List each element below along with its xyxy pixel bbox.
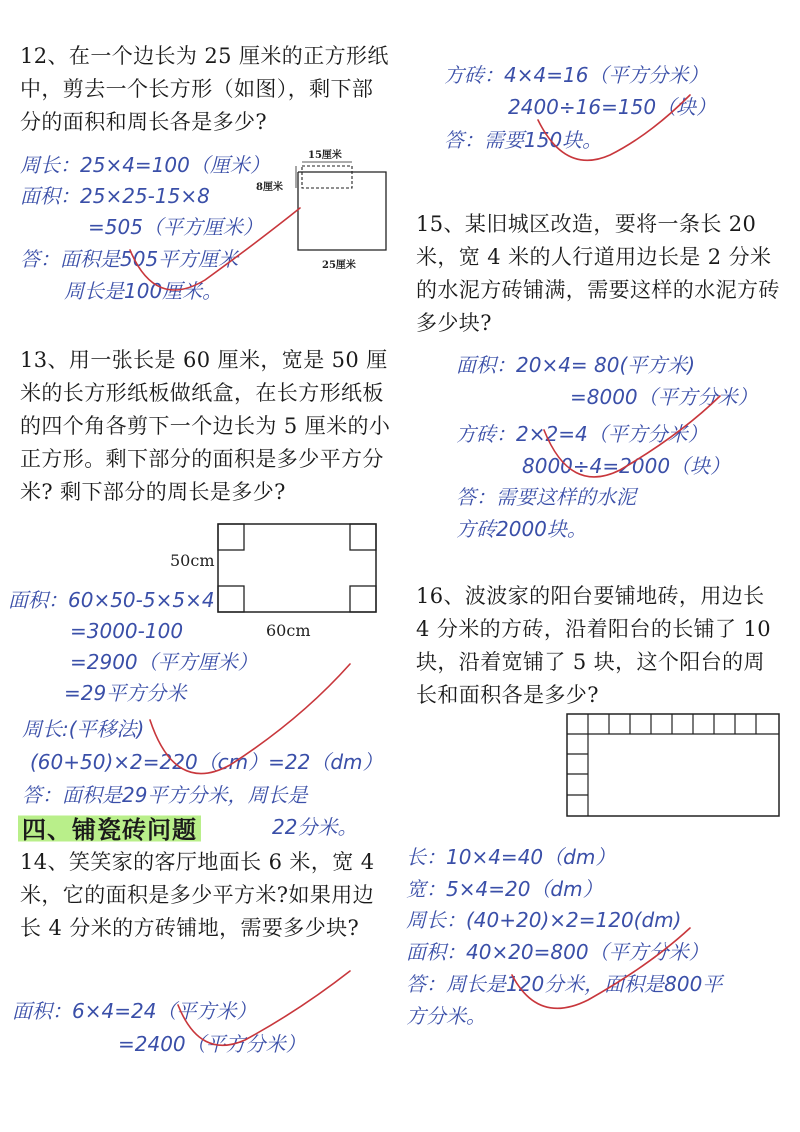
q16-answer-5: 答：周长是120分米，面积是800平 [406,972,723,996]
q16-answer-2: 宽：5×4=20（dm） [406,877,603,901]
q13-answer-3: =2900（平方厘米） [70,650,258,674]
q15-answer-3: 方砖：2×2=4（平方分米） [456,422,708,446]
q12-answer-3: =505（平方厘米） [88,215,263,239]
q15-answer-1: 面积：20×4= 80(平方米) [456,353,696,377]
q15-answer-2: =8000（平方分米） [570,385,758,409]
q13-answer-4: =29平方分米 [64,681,187,705]
q12-answer-5: 周长是100厘米。 [64,279,223,303]
q15-answer-5: 答：需要这样的水泥 [456,485,636,509]
q13-fig-bottom-label: 60cm [266,621,311,640]
q13-answer-8: 22分米。 [272,815,358,839]
q12-fig-top-label: 15厘米 [308,150,342,161]
q14-answer-5: 答：需要150块。 [444,128,603,152]
q12-fig-bottom-label: 25厘米 [322,260,356,271]
q14-check-mark-2 [520,90,700,180]
q13-check-mark [140,660,360,800]
q15-check-mark [530,390,730,500]
q14-answer-4: 2400÷16=150（块） [508,95,717,119]
q15-text: 15、某旧城区改造，要将一条长 20 米，宽 4 米的人行道用边长是 2 分米的水泥方砖铺满，需要这样的水泥方砖多少块? [416,212,780,335]
q15-answer-6: 方砖2000块。 [456,517,587,541]
q16-check-mark [500,920,700,1030]
q16-answer-1: 长：10×4=40（dm） [406,845,616,869]
q12-answer-2: 面积：25×25-15×8 [20,184,210,208]
q14-text: 14、笑笑家的客厅地面长 6 米，宽 4 米，它的面积是多少平方米?如果用边长 4 分米的方砖铺地，需要多少块? [20,850,375,940]
q12-answer-1: 周长：25×4=100（厘米） [20,153,270,177]
q14-answer-3: 方砖：4×4=16（平方分米） [444,63,709,87]
q13-answer-5: 周长:(平移法) [22,717,145,741]
q16-answer-3: 周长：(40+20)×2=120(dm) [406,908,682,932]
q14-answer-1: 面积：6×4=24（平方米） [12,999,257,1023]
q12-text: 12、在一个边长为 25 厘米的正方形纸中，剪去一个长方形（如图），剩下部分的面积和周长各是多少? [20,44,389,134]
q13-figure [168,518,388,642]
q12-answer-4: 答：面积是505平方厘米 [20,247,239,271]
q16-tile-figure [566,713,782,819]
q13-fig-side-label: 50cm [170,551,215,570]
q13-text: 13、用一张长是 60 厘米，宽是 50 厘米的长方形纸板做纸盒，在长方形纸板的四个角各剪下一个边长为 5 厘米的小正方形。剩下部分的面积是多少平方分米? 剩下部分的周长是多少? [20,348,391,504]
q13-answer-2: =3000-100 [70,619,184,643]
q13-answer-1: 面积：60×50-5×5×4 [8,588,215,612]
q16-answer-6: 方分米。 [406,1004,486,1028]
q13-answer-6: (60+50)×2=220（cm）=22（dm） [30,750,383,774]
q12-check-mark [110,200,310,310]
section-4-title: 四、铺瓷砖问题 [18,810,201,845]
q16-text: 16、波波家的阳台要铺地砖，用边长 4 分米的方砖，沿着阳台的长铺了 10 块，沿着宽铺了 5 块，这个阳台的周长和面积各是多少? [416,584,772,707]
q14-answer-2: =2400（平方分米） [118,1032,306,1056]
q12-fig-left-label: 8厘米 [256,182,283,193]
q14-check-mark [160,965,360,1065]
q13-answer-7: 答：面积是29平方分米，周长是 [22,783,308,807]
q16-answer-4: 面积：40×20=800（平方分米） [406,940,709,964]
q15-answer-4: 8000÷4=2000（块） [522,454,731,478]
